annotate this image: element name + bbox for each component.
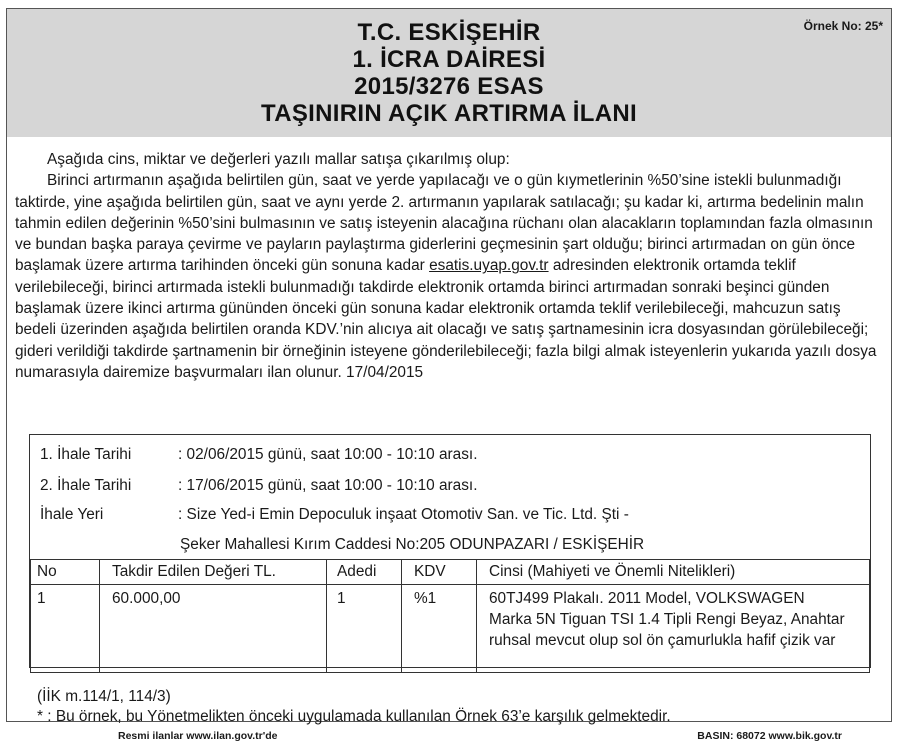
ilan-site-link[interactable]: Resmi ilanlar www.ilan.gov.tr'de — [118, 730, 278, 742]
publication-bar — [0, 728, 900, 746]
title-line-case: 2015/3276 ESAS — [354, 73, 544, 100]
cell-no: 1 — [31, 585, 100, 673]
title-line-court: T.C. ESKİŞEHİR — [357, 19, 541, 46]
notice-footer — [37, 687, 671, 727]
auction-details-box — [29, 434, 871, 668]
goods-header-row — [31, 560, 870, 585]
col-qty: Adedi — [327, 560, 402, 585]
intro-paragraph: Aşağıda cins, miktar ve değerleri yazılı mallar satışa çıkarılmış olup: — [47, 151, 510, 168]
notice-frame — [6, 8, 892, 725]
col-no: No — [31, 560, 100, 585]
col-kdv: KDV — [402, 560, 477, 585]
main-text-part2: adresinden elektronik ortamda teklif verilebileceği, birinci artırmada istekli bulunmadığı takdirde elektronik ortamda birinci artırmadan sonraki beşinci günden başlamak üzere ikinci artırma gününden önceki gün sonuna kadar elektronik ortamda teklif verilebileceği, mahcuzun satış bedeli üzerinden aşağıda belirtilen oranda KDV.’nin alıcıya ait olacağı ve satış şartnamesinin icra dosyasından görülebileceği; gideri verildiği takdirde şartnamenin bir örneğinin isteyene gönderilebileceği; fazla bilgi almak isteyenlerin yukarıda yazılı dosya numarasıyla dairemize başvurmaları ilan olunur. 17/04/2015 — [15, 257, 877, 381]
footnote: * : Bu örnek, bu Yönetmelikten önceki uygulamada kullanılan Örnek 63’e karşılık gelmektedir. — [37, 708, 671, 725]
auction-date-2-value: : 17/06/2015 günü, saat 10:00 - 10:10 arası. — [178, 477, 478, 494]
notice-body — [15, 149, 883, 383]
auction-place-label: İhale Yeri — [40, 506, 104, 523]
notice-title — [7, 19, 891, 127]
auction-place — [40, 504, 629, 526]
desc-line-3: ruhsal mevcut olup sol ön çamurlukla hafif çizik var — [489, 632, 836, 649]
desc-line-2: Marka 5N Tiguan TSI 1.4 Tipli Rengi Beyaz, Anahtar — [489, 611, 845, 628]
main-text-part1: Birinci artırmanın aşağıda belirtilen gün, saat ve yerde yapılacağı ve o gün kıymetlerinin %50’sine istekli bulunmadığı taktirde, yine aşağıda belirtilen gün, saat ve aynı yerde 2. artırmanın yapılarak satılacağı; şu kadar ki, artırma bedelinin malın tahmin edilen değerinin %50’sini bulmasının ve satış isteyenin alacağına rüchanı olan alacakların toplamından fazla olmasının ve bundan başka paraya çevirme ve payların paylaştırma giderlerini geçmesinin şart olduğu; birinci artırmadan on gün önce başlamak üzere artırma tarihinden önceki gün sonuna kadar — [15, 172, 873, 275]
auction-date-2 — [40, 475, 478, 497]
auction-date-1-value: : 02/06/2015 günü, saat 10:00 - 10:10 arası. — [178, 446, 478, 463]
auction-date-2-label: 2. İhale Tarihi — [40, 477, 132, 494]
auction-date-1 — [40, 444, 478, 466]
title-line-announcement: TAŞINIRIN AÇIK ARTIRMA İLANI — [261, 100, 637, 127]
main-paragraph — [15, 170, 883, 383]
title-line-office: 1. İCRA DAİRESİ — [352, 46, 546, 73]
press-info[interactable]: BASIN: 68072 www.bik.gov.tr — [697, 730, 842, 742]
cell-desc — [477, 585, 870, 673]
table-row — [31, 585, 870, 673]
cell-value: 60.000,00 — [100, 585, 327, 673]
goods-table — [30, 559, 870, 673]
col-desc: Cinsi (Mahiyeti ve Önemli Nitelikleri) — [477, 560, 870, 585]
auction-place-value: : Size Yed-i Emin Depoculuk inşaat Otomotiv San. ve Tic. Ltd. Şti - — [178, 506, 629, 523]
esatis-link[interactable]: esatis.uyap.gov.tr — [429, 257, 549, 275]
auction-date-1-label: 1. İhale Tarihi — [40, 446, 132, 463]
cell-qty: 1 — [327, 585, 402, 673]
desc-line-1: 60TJ499 Plakalı. 2011 Model, VOLKSWAGEN — [489, 590, 805, 607]
law-reference: (İİK m.114/1, 114/3) — [37, 688, 171, 705]
auction-address: Şeker Mahallesi Kırım Caddesi No:205 ODUNPAZARI / ESKİŞEHİR — [180, 536, 645, 553]
notice-header — [7, 9, 891, 137]
col-value: Takdir Edilen Değeri TL. — [100, 560, 327, 585]
sample-number: Örnek No: 25* — [803, 19, 883, 33]
cell-kdv: %1 — [402, 585, 477, 673]
